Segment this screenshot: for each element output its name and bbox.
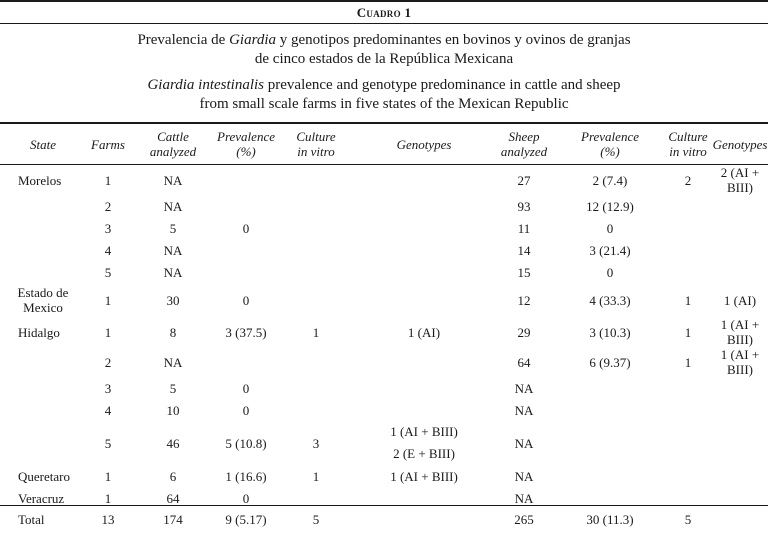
cell-cprev — [216, 261, 276, 283]
english-title-species: Giardia intestinalis — [147, 77, 265, 93]
cell-cculture — [276, 261, 356, 283]
cell-farm: 4 — [104, 402, 112, 418]
cell-state: Veracruz — [18, 490, 65, 506]
cell-sculture — [664, 217, 712, 239]
top-rule — [0, 0, 768, 2]
cell-cgeno — [356, 283, 492, 317]
cell-cprev: 0 — [242, 220, 250, 236]
column-header-line1: Farms — [91, 136, 125, 152]
cell-cgeno — [356, 239, 492, 261]
caption-rule — [0, 23, 768, 24]
genotype-line: 2 (E + BIII) — [393, 446, 455, 461]
cell-sheep: 29 — [517, 324, 531, 340]
cell-sculture: 1 — [684, 292, 692, 308]
cell-state — [0, 239, 86, 261]
cell-cgeno — [356, 509, 492, 533]
cell-cculture — [276, 399, 356, 421]
cell-sculture: 1 — [684, 354, 692, 370]
spanish-title-line1 — [60, 31, 708, 50]
spanish-title-text-rest: y genotipos predominantes en bovinos y ovinos de granjas — [276, 32, 631, 48]
cell-cprev: 5 (10.8) — [225, 435, 267, 451]
cell-sprev — [556, 465, 664, 487]
cell-sculture: 1 — [684, 324, 692, 340]
spanish-title — [60, 31, 708, 69]
cell-cgeno — [356, 195, 492, 217]
cell-sprev: 2 (7.4) — [592, 172, 628, 188]
cell-sprev: 30 (11.3) — [586, 511, 634, 527]
cell-sprev: 12 (12.9) — [586, 198, 634, 214]
cell-cgeno: 1 (AI + BIII) — [390, 468, 458, 484]
cell-cprev: 0 — [242, 402, 250, 418]
cell-farm: 2 — [104, 198, 112, 214]
cell-cprev: 3 (37.5) — [225, 324, 267, 340]
column-header — [130, 124, 216, 165]
cell-sculture — [664, 195, 712, 217]
cell-sheep: 27 — [517, 172, 531, 188]
cell-state — [0, 261, 86, 283]
cell-sgeno: 1 (AI + BIII) — [720, 347, 760, 377]
column-header — [556, 124, 664, 165]
cell-state — [0, 399, 86, 421]
state-line: Estado de — [17, 285, 69, 300]
column-header-line1: Prevalence — [217, 129, 275, 144]
cell-sgeno — [712, 509, 768, 533]
cell-cculture: 3 — [312, 435, 320, 451]
cell-sculture — [664, 421, 712, 465]
cell-sgeno: 2 (AI + BIII) — [720, 165, 760, 195]
column-header-line1: State — [30, 136, 56, 152]
cell-cattle: NA — [163, 354, 183, 370]
cell-cculture — [276, 195, 356, 217]
cell-cattle: 64 — [166, 490, 180, 506]
cell-farm: 1 — [104, 172, 112, 188]
column-header — [86, 124, 130, 165]
cell-state — [0, 283, 86, 317]
cell-sgeno — [712, 239, 768, 261]
cell-sprev: 4 (33.3) — [589, 292, 631, 308]
cell-sgeno: 1 (AI + BIII) — [720, 317, 760, 347]
cell-sheep: NA — [514, 380, 534, 396]
cell-sgeno — [712, 421, 768, 465]
cell-cculture — [276, 217, 356, 239]
cell-sheep: NA — [514, 468, 534, 484]
spanish-title-genus: Giardia — [229, 32, 277, 48]
cell-sculture — [664, 465, 712, 487]
cell-cattle: 46 — [166, 435, 180, 451]
cell-cattle: 10 — [166, 402, 180, 418]
cell-farm: 1 — [104, 468, 112, 484]
cell-sgeno — [712, 465, 768, 487]
cell-state — [0, 217, 86, 239]
column-header — [0, 124, 86, 165]
cell-sheep: 93 — [517, 198, 531, 214]
cell-cattle: 174 — [163, 511, 183, 527]
total-row — [0, 509, 768, 533]
cell-cprev: 0 — [242, 292, 250, 308]
cell-farm: 4 — [104, 242, 112, 258]
cell-sheep: 14 — [517, 242, 531, 258]
cell-cattle: 30 — [166, 292, 180, 308]
cell-cgeno — [356, 399, 492, 421]
column-header-line1: Genotypes — [712, 136, 768, 152]
cell-sgeno: 1 (AI) — [723, 292, 757, 308]
column-header — [492, 124, 556, 165]
cell-sheep: 64 — [517, 354, 531, 370]
cell-sculture — [664, 261, 712, 283]
cell-sculture: 2 — [684, 172, 692, 188]
cell-cculture — [276, 283, 356, 317]
spanish-title-text: Prevalencia de — [137, 32, 230, 48]
table-row — [0, 261, 768, 283]
table-row — [0, 317, 768, 347]
column-header-line1: Culture — [296, 129, 336, 144]
cell-farm: 1 — [104, 324, 112, 340]
cell-cgeno — [356, 217, 492, 239]
cell-farm: 1 — [104, 490, 112, 506]
column-header-line2: (%) — [600, 144, 620, 159]
table-row — [0, 239, 768, 261]
cell-sculture — [664, 239, 712, 261]
cell-farm: 13 — [101, 511, 115, 527]
table-row — [0, 217, 768, 239]
cell-cprev — [216, 239, 276, 261]
cell-sprev: 3 (21.4) — [589, 242, 631, 258]
cell-cculture — [276, 347, 356, 377]
cell-state — [0, 421, 86, 465]
english-title-line2: from small scale farms in five states of the Mexican Republic — [199, 96, 569, 112]
cell-cprev — [216, 195, 276, 217]
cell-cattle: NA — [163, 198, 183, 214]
cell-sheep: NA — [514, 490, 534, 506]
table-row — [0, 283, 768, 317]
column-header-line1: Prevalence — [581, 129, 639, 144]
column-header — [216, 124, 276, 165]
cell-state — [0, 377, 86, 399]
cell-cattle: NA — [163, 264, 183, 280]
cell-sprev: 0 — [606, 220, 614, 236]
cell-sprev: 3 (10.3) — [589, 324, 631, 340]
cell-sgeno — [712, 377, 768, 399]
cell-sheep: NA — [514, 435, 534, 451]
english-title — [60, 76, 708, 114]
cell-sheep: 265 — [514, 511, 534, 527]
cell-cculture — [276, 377, 356, 399]
cell-cattle: 5 — [169, 220, 177, 236]
cell-cculture: 5 — [312, 511, 320, 527]
table-row — [0, 347, 768, 377]
column-header-line1: Cattle — [157, 129, 189, 144]
cell-sgeno — [712, 217, 768, 239]
cell-sgeno — [712, 399, 768, 421]
cell-farm: 5 — [104, 435, 112, 451]
cell-sprev — [556, 377, 664, 399]
cell-cprev: 9 (5.17) — [225, 511, 267, 527]
cell-farm: 1 — [104, 292, 112, 308]
table-number: Cuadro 1 — [356, 5, 412, 20]
cell-farm: 5 — [104, 264, 112, 280]
table-row — [0, 465, 768, 487]
cell-sprev: 0 — [606, 264, 614, 280]
cell-state — [0, 195, 86, 217]
english-title-line1 — [60, 76, 708, 95]
cell-sheep: NA — [514, 402, 534, 418]
column-header — [276, 124, 356, 165]
cell-cprev — [216, 347, 276, 377]
cell-cattle: NA — [163, 242, 183, 258]
table-row — [0, 377, 768, 399]
table-row — [0, 165, 768, 196]
cell-cattle: NA — [163, 172, 183, 188]
table-row — [0, 195, 768, 217]
cell-cprev: 0 — [242, 380, 250, 396]
cell-state: Total — [18, 511, 45, 527]
cell-cgeno — [356, 421, 492, 465]
table-row — [0, 399, 768, 421]
cell-cattle: 8 — [169, 324, 177, 340]
prevalence-table — [0, 124, 768, 533]
cell-sgeno — [712, 261, 768, 283]
column-header — [712, 124, 768, 165]
column-header-line2: analyzed — [500, 144, 548, 159]
cell-cculture: 1 — [312, 324, 320, 340]
cell-cculture — [276, 239, 356, 261]
cell-sheep: 11 — [517, 220, 531, 236]
cell-state — [0, 347, 86, 377]
cell-cprev — [216, 165, 276, 196]
cell-sculture — [664, 377, 712, 399]
cell-cattle: 5 — [169, 380, 177, 396]
column-header — [664, 124, 712, 165]
column-header-line2: in vitro — [669, 144, 707, 159]
cell-cprev: 1 (16.6) — [225, 468, 267, 484]
cell-sheep: 15 — [517, 264, 531, 280]
column-header-line1: Sheep — [508, 129, 540, 144]
english-title-text: prevalence and genotype predominance in cattle and sheep — [264, 77, 621, 93]
column-header-line2: in vitro — [297, 144, 335, 159]
cell-state: Queretaro — [18, 468, 70, 484]
cell-sculture: 5 — [684, 511, 692, 527]
cell-farm: 2 — [104, 354, 112, 370]
cell-cgeno: 1 (AI) — [407, 324, 441, 340]
table-bottom-rule — [0, 505, 768, 506]
cell-cgeno — [356, 347, 492, 377]
cell-sprev: 6 (9.37) — [589, 354, 631, 370]
cell-state: Hidalgo — [18, 324, 60, 340]
cell-farm: 3 — [104, 380, 112, 396]
cell-cgeno — [356, 165, 492, 196]
cell-sculture — [664, 399, 712, 421]
cell-cattle: 6 — [169, 468, 177, 484]
cell-sgeno — [712, 195, 768, 217]
column-header — [356, 124, 492, 165]
cell-cprev: 0 — [242, 490, 250, 506]
cell-cgeno — [356, 261, 492, 283]
cell-cculture — [276, 165, 356, 196]
column-header-line2: (%) — [236, 144, 256, 159]
column-header-line2: analyzed — [149, 144, 197, 159]
header-row — [0, 124, 768, 165]
cell-cculture: 1 — [312, 468, 320, 484]
state-line: Mexico — [23, 300, 63, 315]
cell-farm: 3 — [104, 220, 112, 236]
genotype-line: 1 (AI + BIII) — [390, 424, 458, 439]
column-header-line1: Culture — [668, 129, 708, 144]
spanish-title-line2: de cinco estados de la República Mexicana — [254, 51, 514, 67]
table-row — [0, 421, 768, 465]
cell-state: Morelos — [18, 172, 62, 188]
cell-sprev — [556, 399, 664, 421]
cell-sheep: 12 — [517, 292, 531, 308]
cell-cgeno — [356, 377, 492, 399]
column-header-line1: Genotypes — [396, 136, 452, 152]
cell-sprev — [556, 421, 664, 465]
